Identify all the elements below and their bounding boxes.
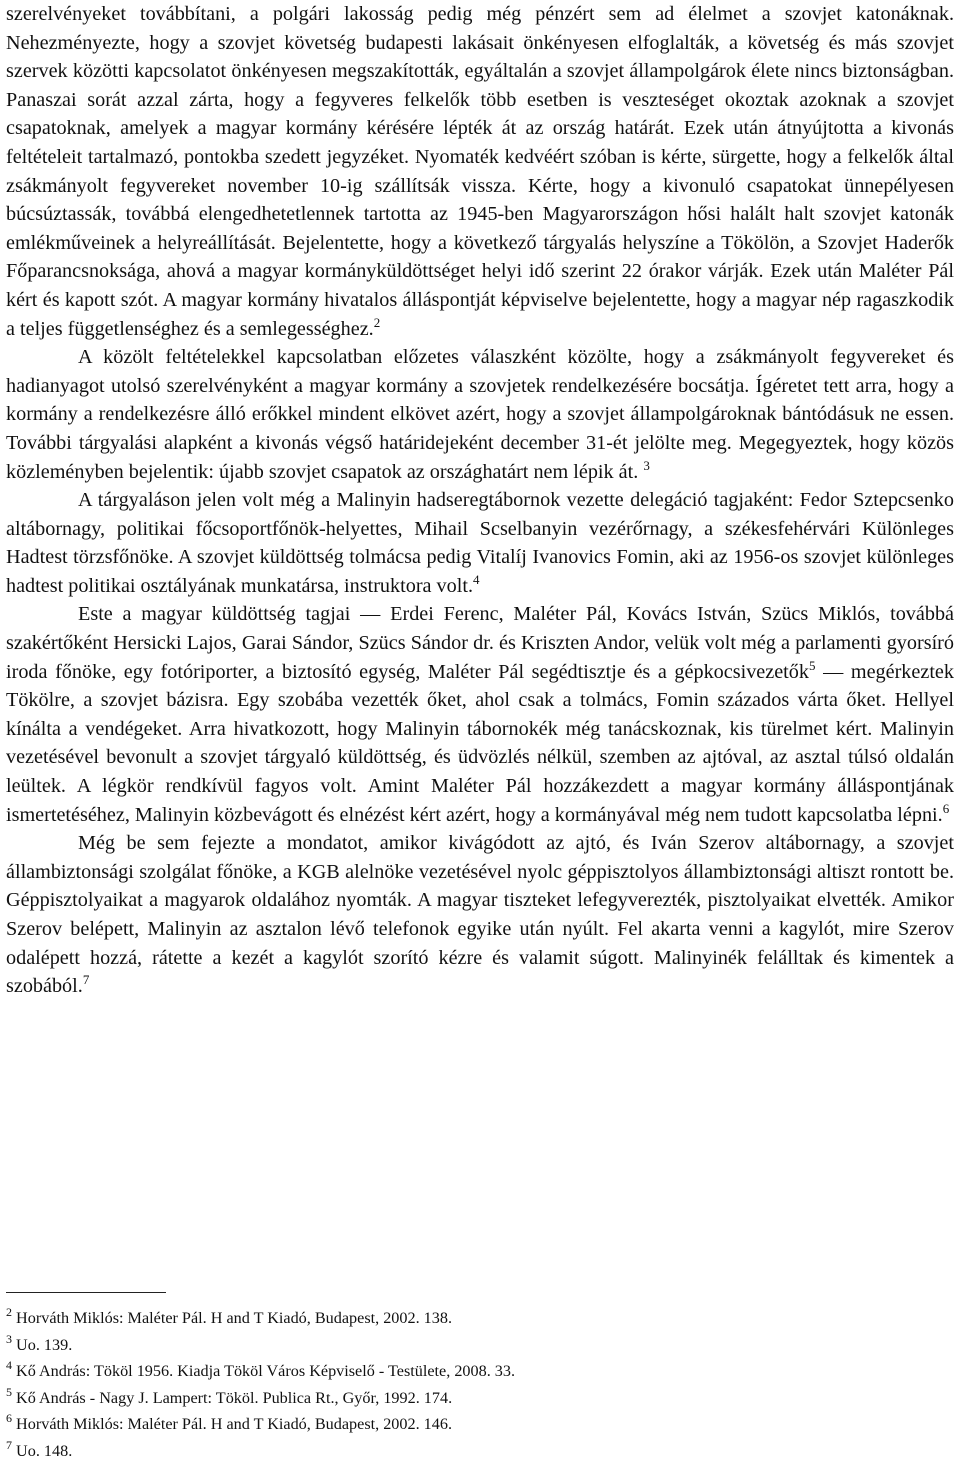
footnotes — [6, 1305, 954, 1465]
paragraph — [6, 486, 954, 600]
paragraph-text: szerelvényeket továbbítani, a polgári lakosság pedig még pénzért sem ad élelmet a szovjet katonáknak. Nehezményezte, hogy a szovjet követség budapesti lakásait önkényesen elfoglalták, a követség és más szovjet szervek közötti kapcsolatot önkényesen megszakították, egyáltalán a szovjet állampolgárok élete nincs biztonságban. Panaszai sorát azzal zárta, hogy a fegyveres felkelők több esetben is veszteséget okoztak azoknak a szovjet csapatoknak, amelyek a magyar kormány kérésére lépték át az ország határát. Ezek után átnyújtotta a kivonás feltételeit tartalmazó, pontokba szedett jegyzéket. Nyomaték kedvéért szóban is kérte, sürgette, hogy a felkelők által zsákmányolt fegyvereket november 10-ig szállítsák vissza. Kérte, hogy a kivonuló csapatokat ünnepélyesen búcsúztassák, továbbá elengedhetetlennek tartotta az 1945-ben Magyarországon hősi halált halt szovjet katonák emlékműveinek a helyreállítását. Bejelentette, hogy a következő tárgyalás helyszíne a Tökölön, a Szovjet Haderők Főparancsnoksága, ahová a magyar kormányküldöttséget helyi idő szerint 22 órakor várják. Ezek után Maléter Pál kért és kapott szót. A magyar kormány hivatalos álláspontját képviselve bejelentette, hogy a magyar nép ragaszkodik a teljes függetlenséghez és a semlegességhez. — [6, 3, 954, 340]
paragraph — [6, 343, 954, 486]
footnote — [6, 1305, 954, 1332]
footnote-text: Kő András: Tököl 1956. Kiadja Tököl Város Képviselő - Testülete, 2008. 33. — [16, 1362, 516, 1381]
footnote-ref: 7 — [82, 972, 90, 988]
footnote — [6, 1332, 954, 1359]
footnote-ref: 6 — [942, 800, 950, 816]
paragraph-text: Még be sem fejezte a mondatot, amikor kivágódott az ajtó, és Iván Szerov altábornagy, a szovjet állambiztonsági szolgálat főnöke, a KGB alelnöke vezetésével nyolc géppisztolyos állambiztonsági altiszt rontott be. Géppisztolyaikat a magyarok oldalához nyomták. A magyar tiszteket lefegyverezték, pisztolyaikat elvették. Amikor Szerov belépett, Malinyin az asztalon lévő telefonok egyike után nyúlt. Fel akarta venni a kagylót, mire Szerov odalépett hozzá, rátette a kezét a kagylót szorító kézre és valamit súgott. Malinyinék felálltak és kimentek a szobából. — [6, 832, 954, 998]
footnote-number: 2 — [6, 1305, 12, 1319]
paragraph — [6, 829, 954, 1001]
footnote-text: Uo. 148. — [16, 1441, 73, 1460]
footnote — [6, 1385, 954, 1412]
footnote-ref: 4 — [473, 571, 480, 587]
footnote-text: Horváth Miklós: Maléter Pál. H and T Kiadó, Budapest, 2002. 138. — [16, 1309, 453, 1327]
footnote-number: 7 — [6, 1437, 12, 1452]
paragraph-text: ― megérkeztek Tökölre, a szovjet bázisra. Egy szobába vezették őket, ahol csak a tolmács, Fomin százados várta őket. Hellyel kínálta a vendégeket. Arra hivatkozott, hogy Malinyin tábornokék még tanácskoznak, kis türelmet kért. Malinyin vezetésével bevonult a szovjet tárgyaló küldöttség, és üdvözlés nélkül, szemben az ajtóval, az asztal túlsó oldalán leültek. A légkör rendkívül fagyos volt. Amint Maléter Pál hozzákezdett a magyar kormány álláspontjának ismertetéséhez, Malinyin közbevágott és elnézést kért azért, hogy a kormányával még nem tudott kapcsolatba lépni. — [6, 660, 954, 826]
footnote-text: Kő András - Nagy J. Lampert: Tököl. Publica Rt., Győr, 1992. 174. — [16, 1388, 453, 1407]
footnote — [6, 1411, 954, 1438]
footnote — [6, 1438, 954, 1465]
footnote — [6, 1358, 954, 1385]
footnote-ref: 5 — [808, 657, 816, 673]
footnote-number: 4 — [6, 1358, 12, 1373]
paragraph — [6, 0, 954, 343]
paragraph-text: A közölt feltételekkel kapcsolatban előzetes válaszként közölte, hogy a zsákmányolt fegyvereket és hadianyagot utolsó szerelvényként a magyar kormány a szovjetek rendelkezésére bocsátja. Ígéretet tett arra, hogy a kormány a rendelkezésre álló erőkkel mindent elkövet azért, hogy a szovjet állampolgároknak bántódásuk ne essen. További tárgyalási alapként a kivonás végső határidejeként december 31-ét jelölte meg. Megegyeztek, hogy közös közleményben bejelentik: újabb szovjet csapatok az országhatárt nem lépik át. — [6, 346, 954, 483]
footnote-text: Uo. 139. — [16, 1335, 73, 1354]
footnote-number: 5 — [6, 1384, 12, 1399]
paragraph — [6, 600, 954, 829]
footnote-separator — [6, 1292, 166, 1293]
footnote-number: 3 — [6, 1331, 12, 1346]
footnote-ref: 3 — [643, 457, 650, 473]
paragraph-text: A tárgyaláson jelen volt még a Malinyin hadseregtábornok vezette delegáció tagjaként: Fedor Sztepcsenko altábornagy, politikai főcsoportfőnök-helyettes, Mihail Scselbanyin vezérőrnagy, a székesfehérvári Különleges Hadtest törzsfőnöke. A szovjet küldöttség tolmácsa pedig Vitalíj Ivanovics Fomin, aki az 1956-os szovjet különleges hadtest politikai osztályának munkatársa, instruktora volt. — [6, 489, 954, 597]
footnote-number: 6 — [6, 1411, 12, 1426]
footnote-text: Horváth Miklós: Maléter Pál. H and T Kiadó, Budapest, 2002. 146. — [16, 1415, 453, 1434]
footnote-ref: 2 — [373, 314, 381, 330]
document-body — [6, 0, 954, 1001]
paragraph-text: Este a magyar küldöttség tagjai ― Erdei Ferenc, Maléter Pál, Kovács István, Szücs Miklós, továbbá szakértőként Hersicki Lajos, Garai Sándor, Szücs Sándor dr. és Kriszten Andor, velük volt még a parlamenti gyorsíró iroda főnöke, egy fotóriporter, a biztosító egység, Maléter Pál segédtisztje és a gépkocsivezetők — [6, 603, 954, 683]
